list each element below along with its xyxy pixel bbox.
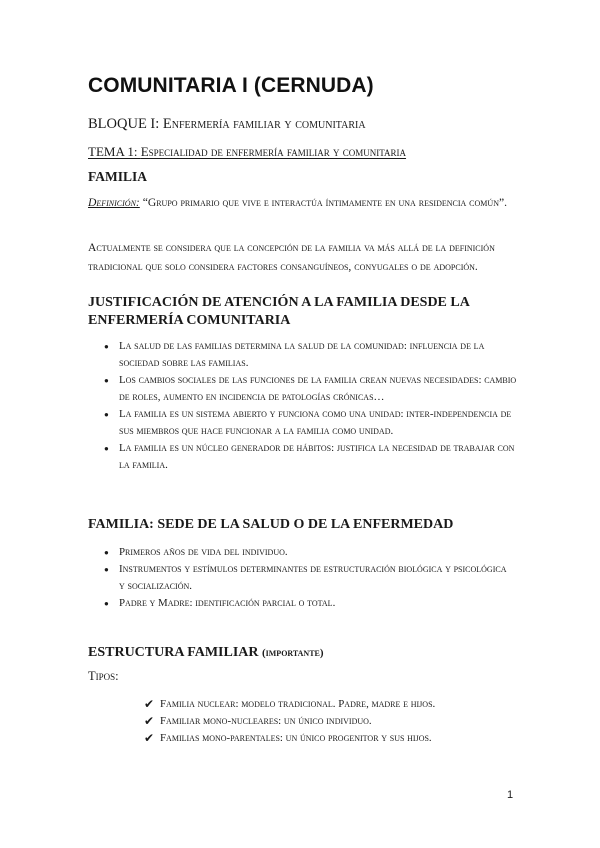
topic-text: Especialidad de enfermería familiar y comunitaria [140, 144, 407, 159]
actualmente-paragraph: Actualmente se considera que la concepción de la familia va más allá de la definición tradicional que solo considera factores consanguíneos, conyugales o de adopción. [88, 241, 495, 273]
checkmark-icon: ✔ [144, 714, 155, 728]
justificacion-heading: JUSTIFICACIÓN DE ATENCIÓN A LA FAMILIA DESDE LA ENFERMERÍA COMUNITARIA [88, 295, 470, 328]
sede-heading: FAMILIA: SEDE DE LA SALUD O DE LA ENFERMEDAD [88, 517, 454, 532]
list-item: ✔ Familias mono-parentales: un único progenitor y sus hijos. [144, 731, 432, 745]
tipos-label: Tipos: [88, 669, 119, 683]
list-item: ● Instrumentos y estímulos determinantes de estructuración biológica y psicológica y socialización. [119, 561, 509, 595]
bullet-dot-icon [104, 544, 109, 561]
list-item: ✔ Familiar mono-nucleares: un único individuo. [144, 714, 372, 728]
estructura-heading [88, 644, 528, 662]
list-item: ● La salud de las familias determina la salud de la comunidad: influencia de la sociedad sobre las familias. [119, 338, 519, 372]
topic-title [88, 144, 406, 160]
bullet-dot-icon [104, 406, 109, 423]
block-title [88, 116, 366, 133]
bullet-dot-icon [104, 595, 109, 612]
estructura-heading-text: ESTRUCTURA FAMILIAR [88, 645, 259, 660]
topic-label: TEMA 1: [88, 144, 138, 159]
checkmark-icon: ✔ [144, 731, 155, 745]
definition-label: Definición: [88, 196, 140, 209]
list-item: ● Padre y Madre: identificación parcial o total. [119, 595, 509, 612]
justificacion-list [119, 338, 519, 474]
list-item: ✔ Familia nuclear: modelo tradicional. Padre, madre e hijos. [144, 697, 436, 711]
list-item: ● La familia es un sistema abierto y funciona como una unidad: inter-independencia de sus miembros que hace funcionar a la familia como unidad. [119, 406, 519, 440]
sede-list [119, 544, 509, 612]
estructura-heading-note: (importante) [261, 647, 324, 659]
bullet-dot-icon [104, 561, 109, 578]
bullet-dot-icon [104, 372, 109, 389]
page-number: 1 [507, 789, 514, 801]
estructura-list [144, 696, 540, 747]
bullet-dot-icon [104, 440, 109, 457]
familia-heading: FAMILIA [88, 169, 147, 184]
list-item: ● Primeros años de vida del individuo. [119, 544, 509, 561]
checkmark-icon: ✔ [144, 697, 155, 711]
definition-text: “Grupo primario que vive e interactúa íntimamente en una residencia común”. [142, 196, 508, 209]
bullet-dot-icon [104, 338, 109, 355]
list-item: ● Los cambios sociales de las funciones de la familia crean nuevas necesidades: cambio de roles, aumento en incidencia de patologías crónicas… [119, 372, 519, 406]
block-label: BLOQUE I: [88, 116, 160, 132]
definition-paragraph [88, 193, 518, 212]
document-title: COMUNITARIA I (CERNUDA) [88, 74, 374, 97]
block-text: Enfermería familiar y comunitaria [162, 116, 366, 132]
list-item: ● La familia es un núcleo generador de hábitos: justifica la necesidad de trabajar con la familia. [119, 440, 519, 474]
